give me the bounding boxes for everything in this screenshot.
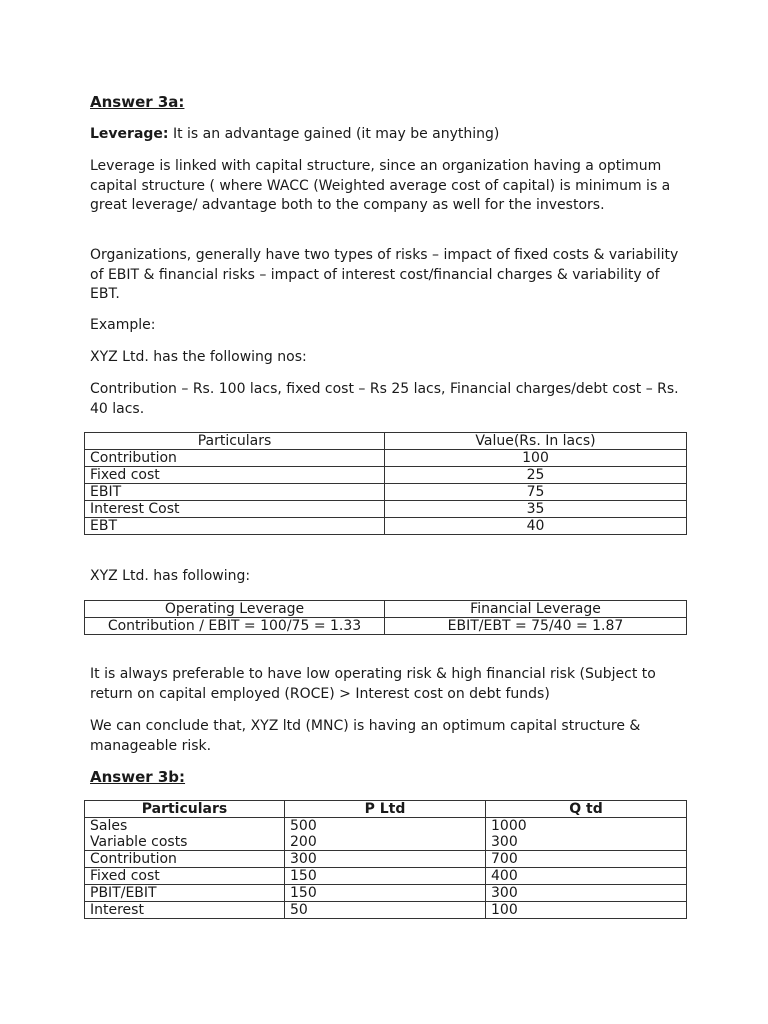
table-cell: Variable costs bbox=[85, 834, 285, 851]
table-row bbox=[85, 518, 687, 535]
table-row bbox=[85, 484, 687, 501]
table-cell: 400 bbox=[486, 868, 687, 885]
table-cell: 35 bbox=[385, 501, 687, 518]
table-cell: Fixed cost bbox=[85, 467, 385, 484]
example-label: Example: bbox=[90, 317, 156, 333]
table-cell: 500 bbox=[285, 818, 486, 835]
conclusion-paragraph: We can conclude that, XYZ ltd (MNC) is having an optimum capital structure & manageable risk. bbox=[90, 718, 641, 754]
table-row bbox=[85, 885, 687, 902]
table-cell: 200 bbox=[285, 834, 486, 851]
leverage-definition bbox=[90, 125, 690, 145]
table-header-cell: Particulars bbox=[85, 801, 285, 818]
table-cell: EBT bbox=[85, 518, 385, 535]
table-cell: 40 bbox=[385, 518, 687, 535]
table-cell: Contribution bbox=[85, 851, 285, 868]
table-header-row bbox=[85, 801, 687, 818]
table-header-cell: Value(Rs. In lacs) bbox=[385, 433, 687, 450]
table-row bbox=[85, 868, 687, 885]
nos-line: XYZ Ltd. has the following nos: bbox=[90, 349, 307, 365]
table-row bbox=[85, 818, 687, 835]
leverage-paragraph: Leverage is linked with capital structure, since an organization having a optimum capital structure ( where WACC (Weighted average cost of capital) is minimum is a great leverage/ advantage both to the company as well for the investors. bbox=[90, 158, 671, 213]
value-table bbox=[84, 432, 687, 535]
table-header-row bbox=[85, 433, 687, 450]
table-cell: 50 bbox=[285, 902, 486, 919]
table-cell: 150 bbox=[285, 868, 486, 885]
table-cell: EBIT/EBT = 75/40 = 1.87 bbox=[385, 618, 687, 635]
table-row bbox=[85, 450, 687, 467]
table-row bbox=[85, 851, 687, 868]
table-row bbox=[85, 467, 687, 484]
table-row bbox=[85, 834, 687, 851]
table-cell: Fixed cost bbox=[85, 868, 285, 885]
table-row bbox=[85, 618, 687, 635]
table-row bbox=[85, 501, 687, 518]
table-header-cell: P Ltd bbox=[285, 801, 486, 818]
table-cell: Sales bbox=[85, 818, 285, 835]
company-comparison-table bbox=[84, 800, 687, 919]
table-cell: 300 bbox=[285, 851, 486, 868]
table-cell: 100 bbox=[385, 450, 687, 467]
table-cell: 700 bbox=[486, 851, 687, 868]
table-cell: Contribution bbox=[85, 450, 385, 467]
table-cell: 300 bbox=[486, 834, 687, 851]
risks-paragraph: Organizations, generally have two types of risks – impact of fixed costs & variability of EBIT & financial risks – impact of interest cost/financial charges & variability of EBT. bbox=[90, 247, 679, 302]
table-header-cell: Q td bbox=[486, 801, 687, 818]
table-row bbox=[85, 902, 687, 919]
table-header-cell: Operating Leverage bbox=[85, 601, 385, 618]
table-cell: Interest bbox=[85, 902, 285, 919]
table-header-cell: Particulars bbox=[85, 433, 385, 450]
table-cell: 75 bbox=[385, 484, 687, 501]
table-cell: 150 bbox=[285, 885, 486, 902]
table-cell: 300 bbox=[486, 885, 687, 902]
leverage-table bbox=[84, 600, 687, 635]
table-cell: Contribution / EBIT = 100/75 = 1.33 bbox=[85, 618, 385, 635]
leverage-label: Leverage: bbox=[90, 126, 169, 142]
answer-3b-heading: Answer 3b: bbox=[90, 768, 186, 786]
table-header-row bbox=[85, 601, 687, 618]
table-cell: 25 bbox=[385, 467, 687, 484]
table-cell: 100 bbox=[486, 902, 687, 919]
following-line: XYZ Ltd. has following: bbox=[90, 568, 251, 584]
table-cell: PBIT/EBIT bbox=[85, 885, 285, 902]
answer-3a-heading: Answer 3a: bbox=[90, 93, 185, 111]
leverage-text: It is an advantage gained (it may be anything) bbox=[168, 126, 500, 142]
table-cell: Interest Cost bbox=[85, 501, 385, 518]
table-cell: EBIT bbox=[85, 484, 385, 501]
preference-paragraph: It is always preferable to have low operating risk & high financial risk (Subject to return on capital employed (ROCE) > Interest cost on debt funds) bbox=[90, 666, 656, 702]
table-cell: 1000 bbox=[486, 818, 687, 835]
table-header-cell: Financial Leverage bbox=[385, 601, 687, 618]
contribution-line: Contribution – Rs. 100 lacs, fixed cost – Rs 25 lacs, Financial charges/debt cost – Rs. 40 lacs. bbox=[90, 381, 679, 417]
